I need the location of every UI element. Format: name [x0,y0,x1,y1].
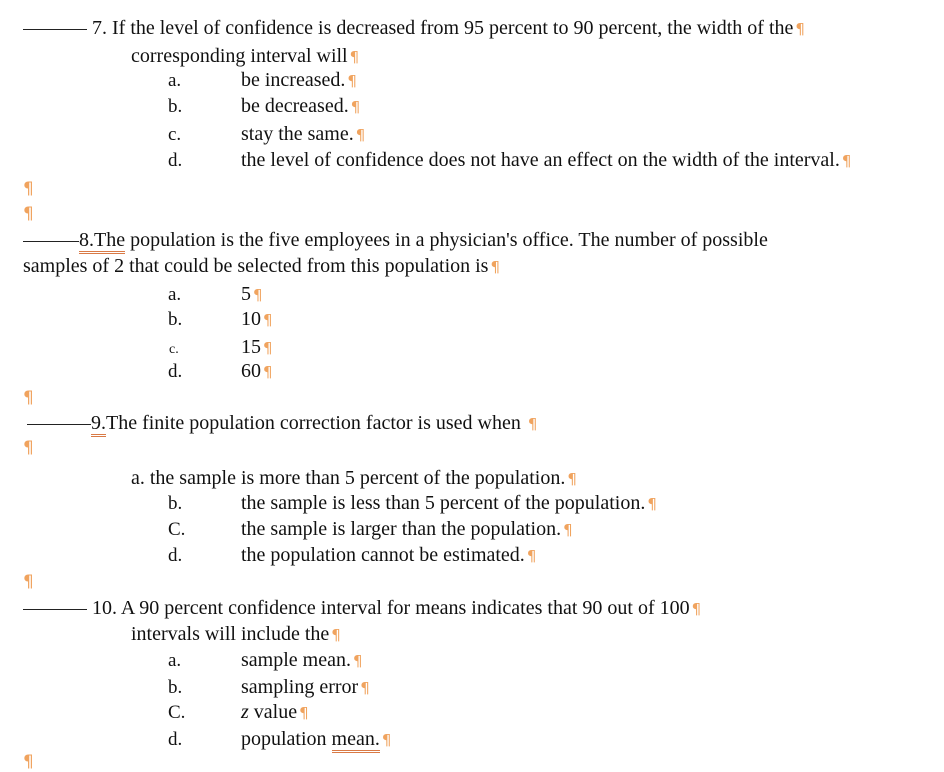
q10-option-b-text: sampling error [241,676,359,698]
q9-option-c[interactable] [241,517,573,542]
q8-option-d[interactable] [241,359,273,384]
pilcrow-icon: ¶ [23,438,34,458]
q7-option-c-label: c. [168,124,182,145]
q8-answer-blank[interactable] [23,241,79,242]
pilcrow-icon: ¶ [647,495,657,513]
q9-answer-blank[interactable] [27,424,91,425]
q9-option-d-label: d. [168,545,183,566]
q10-option-b[interactable] [241,675,370,700]
q10-option-d-label: d. [168,729,183,750]
q10-stem-line1: 10. A 90 percent confidence interval for means indicates that 90 out of 100 [92,597,690,619]
q9-option-b-text: the sample is less than 5 percent of the population. [241,492,646,514]
pilcrow-icon: ¶ [263,363,273,381]
q7-option-c-text: stay the same. [241,123,354,145]
q9-option-b-label: b. [168,493,183,514]
pilcrow-icon: ¶ [841,152,852,170]
q8-stem-line1: population is the five employees in a physician's office. The number of possible [125,229,768,251]
pilcrow-icon: ¶ [490,258,501,276]
pilcrow-icon: ¶ [23,388,34,408]
q10-option-a-text: sample mean. [241,649,351,671]
pilcrow-icon: ¶ [347,72,357,90]
q9-option-d[interactable] [241,543,536,568]
q8-option-a-text: 5 [241,283,251,305]
q10-option-c-italic-z: z [241,701,249,723]
q7-option-b-text: be decreased. [241,95,349,117]
q10-option-d-text: population [241,728,332,750]
pilcrow-icon: ¶ [355,126,366,144]
q8-option-b-label: b. [168,309,183,330]
pilcrow-icon: ¶ [527,415,538,433]
q10-line2 [131,622,341,647]
q10-option-c[interactable] [241,700,309,725]
q10-option-b-label: b. [168,677,183,698]
q9-option-b[interactable] [241,491,657,516]
pilcrow-icon: ¶ [253,286,263,304]
pilcrow-icon: ¶ [23,179,34,199]
q7-option-a[interactable] [241,68,357,93]
q10-option-a-label: a. [168,650,182,671]
q10-line1 [23,596,701,621]
pilcrow-icon: ¶ [263,339,273,357]
q9-option-d-text: the population cannot be estimated. [241,544,525,566]
q8-option-b[interactable] [241,307,273,332]
q8-option-d-label: d. [168,361,183,382]
pilcrow-icon: ¶ [299,704,309,722]
q8-stem-line2: samples of 2 that could be selected from this population is [23,255,489,277]
q8-option-c-text: 15 [241,336,261,358]
pilcrow-icon: ¶ [567,470,577,488]
pilcrow-icon: ¶ [23,204,34,224]
q8-option-a[interactable] [241,282,263,307]
q8-line1 [23,228,768,252]
q7-line2 [131,44,359,69]
q9-line1 [27,411,537,436]
q9-option-c-label: C. [168,519,186,540]
q7-option-d-label: d. [168,150,183,171]
q9-stem-line1: The finite population correction factor is used when [106,412,526,434]
q10-answer-blank[interactable] [23,609,87,610]
pilcrow-icon: ¶ [360,679,370,697]
pilcrow-icon: ¶ [795,20,805,38]
q9-number: 9. [91,412,106,437]
pilcrow-icon: ¶ [263,311,273,329]
q7-option-b-label: b. [168,96,183,117]
q10-option-d-underlined: mean. [332,728,380,753]
q7-option-a-label: a. [168,70,182,91]
q7-option-d-text: the level of confidence does not have an effect on the width of the interval. [241,149,840,171]
q7-answer-blank[interactable] [23,29,87,30]
q9-option-a[interactable] [131,466,577,491]
q7-option-a-text: be increased. [241,69,346,91]
pilcrow-icon: ¶ [331,626,341,644]
q8-line2 [23,254,500,279]
q7-option-b[interactable] [241,94,360,119]
q10-option-c-label: C. [168,702,186,723]
pilcrow-icon: ¶ [23,752,34,772]
q9-option-c-text: the sample is larger than the population. [241,518,562,540]
q7-line1 [23,16,805,41]
q7-option-c[interactable] [241,122,365,147]
q8-option-c-label: c. [169,342,179,357]
q7-option-d[interactable] [241,148,851,173]
q10-option-a[interactable] [241,648,363,673]
q8-number: 8.The [79,229,125,254]
pilcrow-icon: ¶ [23,572,34,592]
pilcrow-icon: ¶ [526,547,537,565]
pilcrow-icon: ¶ [381,731,392,749]
q7-stem-line2: corresponding interval will [131,45,348,67]
q8-option-b-text: 10 [241,308,261,330]
q7-stem-line1: 7. If the level of confidence is decreased from 95 percent to 90 percent, the width of the [92,17,794,39]
pilcrow-icon: ¶ [691,600,702,618]
q10-option-d[interactable] [241,727,391,752]
q8-option-a-label: a. [168,284,182,305]
q10-stem-line2: intervals will include the [131,623,330,645]
q8-option-d-text: 60 [241,360,261,382]
pilcrow-icon: ¶ [352,652,363,670]
pilcrow-icon: ¶ [563,521,573,539]
q10-option-c-text: value [248,701,298,723]
q8-option-c[interactable] [241,335,273,360]
pilcrow-icon: ¶ [349,48,360,66]
q9-option-a-text: a. the sample is more than 5 percent of the population. [131,467,566,489]
pilcrow-icon: ¶ [350,98,361,116]
